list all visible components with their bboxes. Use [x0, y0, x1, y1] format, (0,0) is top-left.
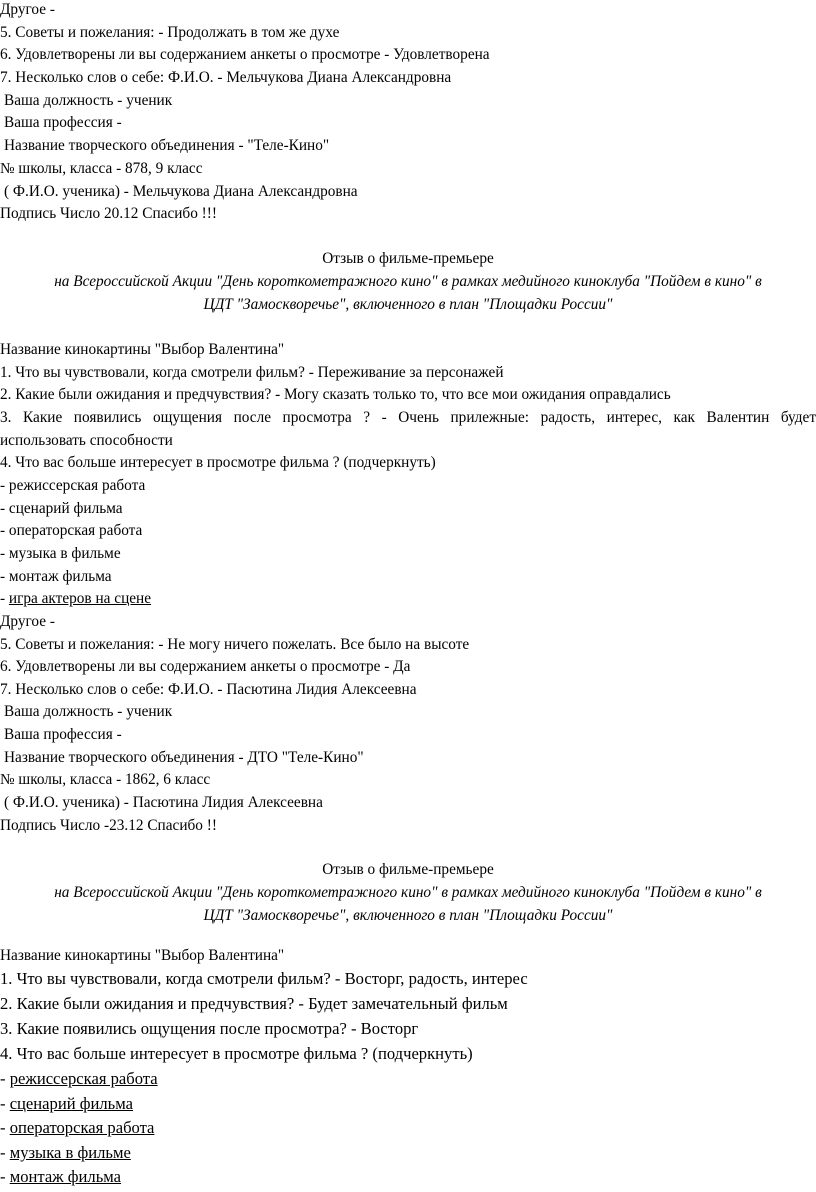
student-line: ( Ф.И.О. ученика) - Мельчукова Диана Александровна [4, 183, 358, 200]
position-line: Ваша должность - ученик [4, 703, 173, 720]
school-line: № школы, класса - 878, 9 класс [0, 160, 203, 177]
option-label-underlined: монтаж фильма [9, 1167, 122, 1186]
film-title-line: Название кинокартины "Выбор Валентина" [0, 947, 285, 964]
option-item-underlined: - музыка в фильме [0, 1143, 131, 1162]
satisfied-line: 6. Удовлетворены ли вы содержанием анкеты о просмотре - Да [0, 658, 411, 675]
question-3-cont: использовать способности [0, 432, 173, 449]
option-item: - музыка в фильме [0, 545, 121, 562]
other-line: Другое - [0, 1, 55, 18]
option-label-underlined: сценарий фильма [9, 1094, 133, 1113]
question-4: 4. Что вас больше интересует в просмотре фильма ? (подчеркнуть) [0, 454, 436, 471]
review-title: Отзыв о фильме-премьере [322, 861, 494, 878]
question-3: 3. Какие появились ощущения после просмотра? - Восторг [0, 1019, 419, 1038]
option-label: монтаж фильма [8, 568, 112, 585]
option-item-underlined: - операторская работа [0, 1118, 155, 1137]
question-4: 4. Что вас больше интересует в просмотре фильма ? (подчеркнуть) [0, 1044, 473, 1063]
association-line: Название творческого объединения - ДТО "Теле-Кино" [4, 749, 364, 766]
review-title: Отзыв о фильме-премьере [322, 250, 494, 267]
option-item: - монтаж фильма [0, 568, 112, 585]
option-item-underlined: - режиссерская работа [0, 1069, 158, 1088]
review-subtitle: на Всероссийской Акции "День короткометражного кино" в рамках медийного киноклуба "Пойдем в кино" в [54, 884, 762, 901]
option-item: - сценарий фильма [0, 500, 123, 517]
review-subtitle-cont: ЦДТ "Замоскворечье", включенного в план "Площадки России" [203, 907, 613, 924]
question-2: 2. Какие были ожидания и предчувствия? - Будет замечательный фильм [0, 994, 508, 1013]
question-3: 3. Какие появились ощущения после просмотра ? - Очень прилежные: радость, интерес, как Валентин будет [0, 409, 816, 426]
profession-line: Ваша профессия - [4, 114, 122, 131]
option-item-underlined: - сценарий фильма [0, 1094, 133, 1113]
film-title-line: Название кинокартины "Выбор Валентина" [0, 341, 285, 358]
option-label-underlined: игра актеров на сцене [8, 590, 152, 607]
review-subtitle-cont: ЦДТ "Замоскворечье", включенного в план "Площадки России" [203, 296, 613, 313]
option-label-underlined: музыка в фильме [9, 1143, 131, 1162]
question-2: 2. Какие были ожидания и предчувствия? - Могу сказать только то, что все мои ожидания оправдались [0, 386, 671, 403]
about-line: 7. Несколько слов о себе: Ф.И.О. - Мельчукова Диана Александровна [0, 69, 452, 86]
option-item: - операторская работа [0, 522, 143, 539]
question-1: 1. Что вы чувствовали, когда смотрели фильм? - Восторг, радость, интерес [0, 969, 528, 988]
option-item-underlined: - монтаж фильма [0, 1167, 122, 1186]
review-subtitle: на Всероссийской Акции "День короткометражного кино" в рамках медийного киноклуба "Пойдем в кино" в [54, 273, 762, 290]
option-label: музыка в фильме [8, 545, 121, 562]
other-line: Другое - [0, 613, 55, 630]
option-label: режиссерская работа [8, 477, 146, 494]
position-line: Ваша должность - ученик [4, 92, 173, 109]
question-1: 1. Что вы чувствовали, когда смотрели фильм? - Переживание за персонажей [0, 364, 504, 381]
signature-line: Подпись Число -23.12 Спасибо !! [0, 817, 217, 834]
about-line: 7. Несколько слов о себе: Ф.И.О. - Пасютина Лидия Алексеевна [0, 681, 417, 698]
student-line: ( Ф.И.О. ученика) - Пасютина Лидия Алексеевна [4, 794, 323, 811]
option-label-underlined: операторская работа [9, 1118, 155, 1137]
advice-line: 5. Советы и пожелания: - Продолжать в том же духе [0, 24, 340, 41]
signature-line: Подпись Число 20.12 Спасибо !!! [0, 205, 217, 222]
satisfied-line: 6. Удовлетворены ли вы содержанием анкеты о просмотре - Удовлетворена [0, 46, 490, 63]
option-label: операторская работа [8, 522, 143, 539]
association-line: Название творческого объединения - "Теле-Кино" [4, 137, 330, 154]
option-item: - режиссерская работа [0, 477, 146, 494]
profession-line: Ваша профессия - [4, 726, 122, 743]
advice-line: 5. Советы и пожелания: - Не могу ничего пожелать. Все было на высоте [0, 636, 470, 653]
option-item-underlined: - игра актеров на сцене [0, 590, 152, 607]
option-label: сценарий фильма [8, 500, 123, 517]
school-line: № школы, класса - 1862, 6 класс [0, 771, 211, 788]
option-label-underlined: режиссерская работа [9, 1069, 158, 1088]
